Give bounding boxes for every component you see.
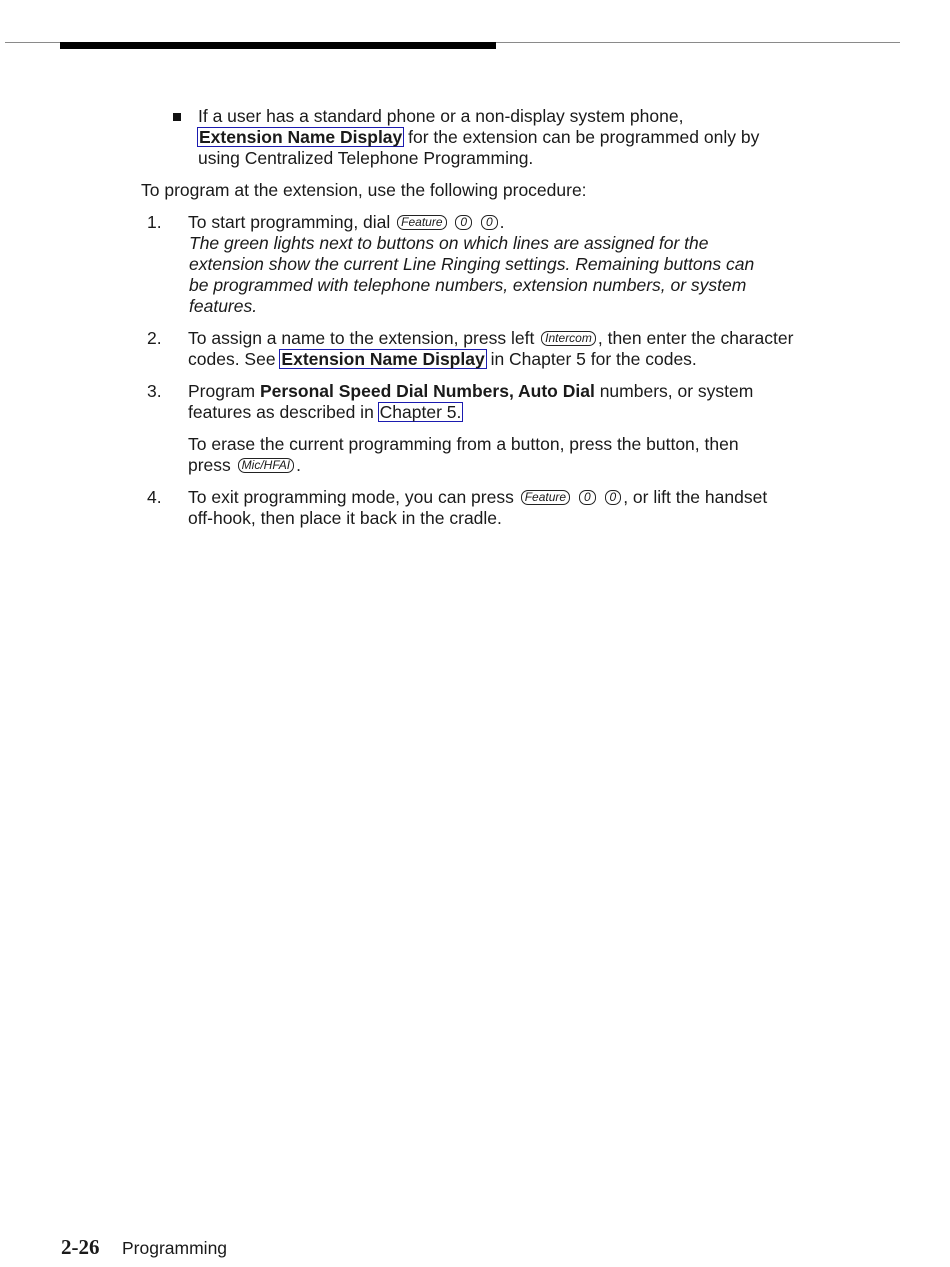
mic-hfai-key-icon: Mic/HFAI	[238, 458, 294, 473]
step-1-note-line-2: extension show the current Line Ringing settings. Remaining buttons can	[189, 254, 755, 274]
step-3-line-2: features as described in Chapter 5.	[188, 402, 462, 422]
chapter-5-link[interactable]: Chapter 5.	[379, 402, 462, 422]
feature-key-icon: Feature	[397, 215, 446, 230]
page-number: 2-26	[61, 1235, 100, 1259]
zero-key-icon: 0	[579, 490, 596, 505]
header-rule-thick	[60, 42, 496, 49]
step-1-note-line-4: features.	[189, 296, 258, 316]
step-3-number: 3.	[147, 381, 162, 401]
step-3-bold-terms: Personal Speed Dial Numbers, Auto Dial	[259, 381, 595, 401]
bullet-line-3: using Centralized Telephone Programming.	[198, 148, 534, 168]
step-3-erase-line-1: To erase the current programming from a button, press the button, then	[188, 434, 739, 454]
zero-key-icon: 0	[481, 215, 498, 230]
procedure-intro: To program at the extension, use the following procedure:	[141, 180, 587, 200]
bullet-line-1: If a user has a standard phone or a non-display system phone,	[198, 106, 684, 126]
extension-name-display-link-2[interactable]: Extension Name Display	[281, 349, 485, 369]
intercom-key-icon: Intercom	[541, 331, 596, 346]
step-1-line: To start programming, dial Feature 0 0 .	[188, 212, 505, 232]
bullet-square-icon	[173, 113, 181, 121]
step-1-note-line-1: The green lights next to buttons on which lines are assigned for the	[189, 233, 709, 253]
step-4-line-2: off-hook, then place it back in the cradle.	[188, 508, 502, 528]
step-3-line-1: Program Personal Speed Dial Numbers, Auto Dial numbers, or system	[188, 381, 754, 401]
step-3-erase-line-2: press Mic/HFAI .	[188, 455, 301, 475]
step-2-line-2: codes. See Extension Name Display in Chapter 5 for the codes.	[188, 349, 697, 369]
step-1-note-line-3: be programmed with telephone numbers, extension numbers, or system	[189, 275, 747, 295]
step-4-line-1: To exit programming mode, you can press Feature 0 0 , or lift the handset	[188, 487, 768, 507]
bullet-line-2: Extension Name Display for the extension can be programmed only by	[199, 127, 760, 147]
feature-key-icon: Feature	[521, 490, 570, 505]
zero-key-icon: 0	[605, 490, 622, 505]
zero-key-icon: 0	[455, 215, 472, 230]
extension-name-display-link-1[interactable]: Extension Name Display	[199, 127, 403, 147]
step-1-number: 1.	[147, 212, 162, 232]
step-4-number: 4.	[147, 487, 162, 507]
step-2-line-1: To assign a name to the extension, press left Intercom , then enter the character	[188, 328, 794, 348]
step-2-number: 2.	[147, 328, 162, 348]
section-label: Programming	[122, 1238, 228, 1258]
